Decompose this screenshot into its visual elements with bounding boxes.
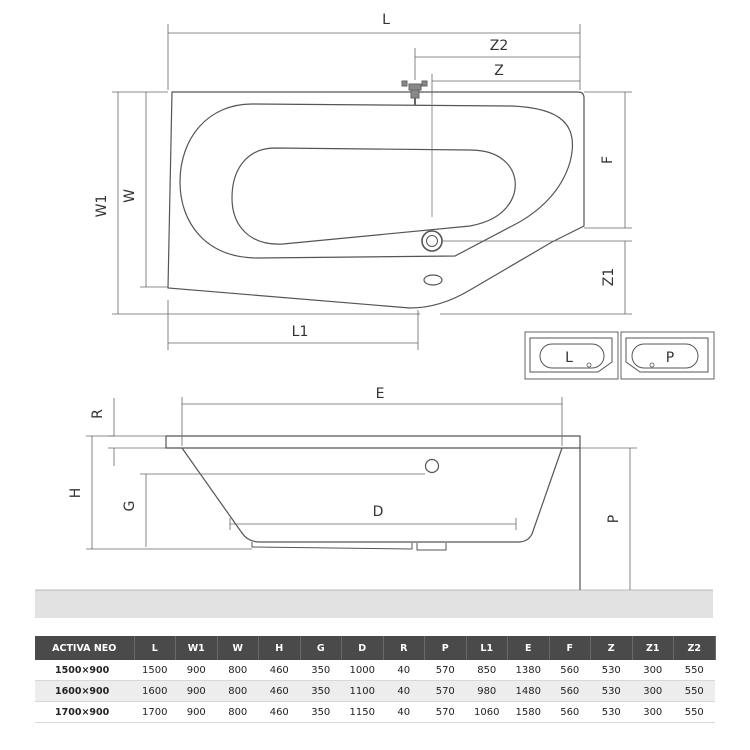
table-cell: 570	[425, 702, 467, 723]
table-cell: 1700	[134, 702, 176, 723]
table-cell: 40	[383, 702, 425, 723]
table-cell: 900	[176, 660, 218, 681]
header-cell: Z2	[674, 636, 716, 660]
spec-table	[35, 636, 716, 723]
table-cell: 800	[217, 681, 259, 702]
table-cell: 570	[425, 660, 467, 681]
header-cell: L	[134, 636, 176, 660]
table-cell: 1580	[508, 702, 550, 723]
table-cell: 350	[300, 702, 342, 723]
table-cell: 550	[674, 660, 716, 681]
dim-R	[108, 398, 166, 466]
table-cell: 560	[549, 660, 591, 681]
table-cell: 1600	[134, 681, 176, 702]
model-cell: 1600×900	[35, 681, 134, 702]
table-cell: 300	[632, 681, 674, 702]
label-W: W	[122, 189, 138, 203]
side-view	[166, 436, 580, 550]
table-cell: 560	[549, 702, 591, 723]
table-cell: 1100	[342, 681, 384, 702]
table-cell: 530	[591, 660, 633, 681]
label-D: D	[372, 504, 384, 520]
label-F: F	[600, 155, 616, 165]
label-G: G	[122, 500, 138, 512]
label-icon-L: L	[565, 350, 573, 366]
header-cell: W	[217, 636, 259, 660]
header-cell: F	[549, 636, 591, 660]
table-cell: 350	[300, 681, 342, 702]
dim-W1	[112, 92, 420, 314]
table-cell: 1000	[342, 660, 384, 681]
label-icon-P: P	[665, 350, 675, 366]
tub-bottom	[232, 148, 515, 244]
table-cell: 530	[591, 702, 633, 723]
table-cell: 1500	[134, 660, 176, 681]
dim-E	[182, 397, 562, 446]
table-cell: 460	[259, 702, 301, 723]
model-cell: 1500×900	[35, 660, 134, 681]
table-row	[35, 660, 715, 681]
table-cell: 900	[176, 681, 218, 702]
table-cell: 550	[674, 702, 716, 723]
header-cell: L1	[466, 636, 508, 660]
table-cell: 850	[466, 660, 508, 681]
header-cell: D	[342, 636, 384, 660]
table-row	[35, 702, 715, 723]
label-R: R	[90, 409, 106, 419]
table-cell: 460	[259, 660, 301, 681]
table-cell: 1380	[508, 660, 550, 681]
header-cell: Z	[591, 636, 633, 660]
table-cell: 980	[466, 681, 508, 702]
dim-F	[442, 92, 632, 241]
overflow	[424, 275, 442, 285]
table-cell: 550	[674, 681, 716, 702]
header-cell: E	[508, 636, 550, 660]
table-cell: 300	[632, 660, 674, 681]
label-E: E	[375, 386, 385, 402]
label-H: H	[68, 487, 84, 499]
spec-table-header	[35, 636, 715, 660]
table-cell: 800	[217, 660, 259, 681]
table-cell: 40	[383, 660, 425, 681]
label-L: L	[382, 12, 390, 28]
label-L1: L1	[291, 324, 309, 340]
label-Z1: Z1	[601, 267, 617, 287]
label-Z2: Z2	[489, 38, 509, 54]
table-cell: 560	[549, 681, 591, 702]
table-cell: 460	[259, 681, 301, 702]
header-cell: Z1	[632, 636, 674, 660]
table-cell: 1150	[342, 702, 384, 723]
table-cell: 1060	[466, 702, 508, 723]
table-cell: 800	[217, 702, 259, 723]
table-cell: 1480	[508, 681, 550, 702]
header-cell: G	[300, 636, 342, 660]
table-cell: 900	[176, 702, 218, 723]
dim-Z	[432, 74, 580, 98]
side-overflow	[426, 460, 439, 473]
header-cell: W1	[176, 636, 218, 660]
floor	[35, 590, 713, 618]
side-rim	[166, 436, 580, 448]
header-cell: H	[259, 636, 301, 660]
label-Z: Z	[494, 63, 504, 79]
header-cell: P	[425, 636, 467, 660]
tub-outer-rim	[168, 92, 584, 308]
dim-W	[140, 92, 168, 287]
table-cell: 350	[300, 660, 342, 681]
drain	[422, 231, 442, 251]
header-cell: R	[383, 636, 425, 660]
table-cell: 40	[383, 681, 425, 702]
header-cell: ACTIVA NEO	[35, 636, 134, 660]
side-tub-body	[182, 448, 562, 542]
table-cell: 300	[632, 702, 674, 723]
faucet-icon	[402, 81, 427, 105]
dim-H	[86, 436, 252, 549]
table-cell: 530	[591, 681, 633, 702]
table-cell: 570	[425, 681, 467, 702]
top-view	[168, 92, 584, 308]
label-W1: W1	[94, 194, 110, 218]
label-P: P	[606, 514, 622, 524]
model-cell: 1700×900	[35, 702, 134, 723]
table-row	[35, 681, 715, 702]
